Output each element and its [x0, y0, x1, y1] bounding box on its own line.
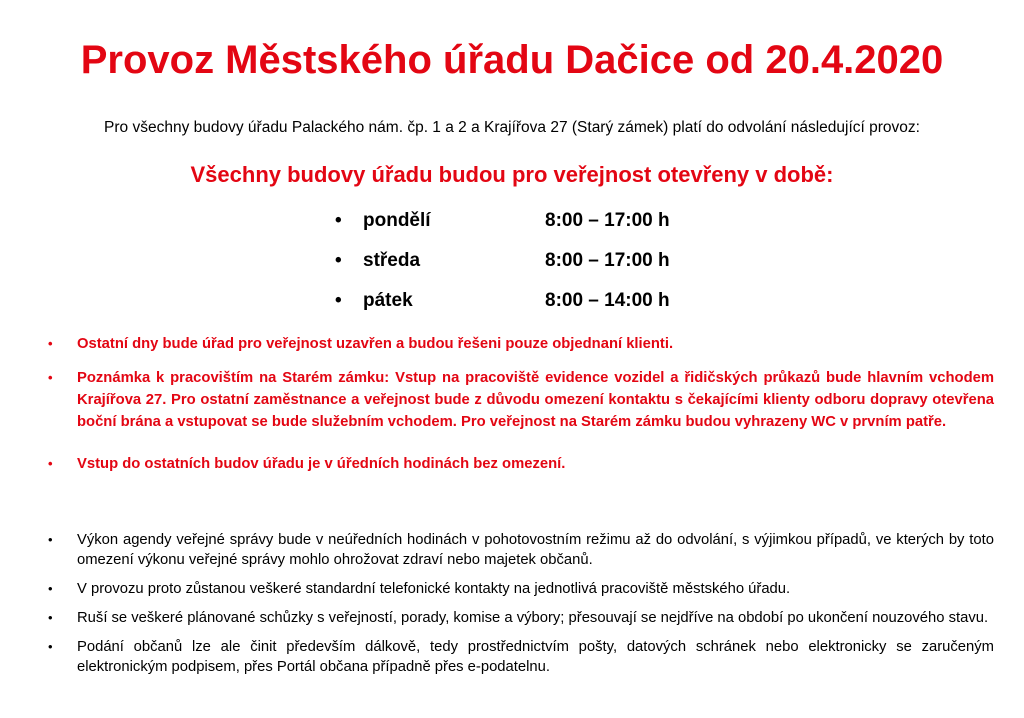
note-text: Ostatní dny bude úřad pro veřejnost uzavřen a budou řešeni pouze objednaní klienti. — [77, 336, 674, 352]
general-info-list — [46, 530, 994, 686]
info-item — [46, 608, 994, 628]
info-item — [46, 579, 994, 599]
bullet-icon: • — [48, 456, 53, 471]
bullet-icon: • — [48, 370, 53, 385]
info-text: Ruší se veškeré plánované schůzky s veřejností, porady, komise a výbory; přesouvají se nejdříve na období po ukončení nouzového stavu. — [77, 610, 989, 626]
page-title: Provoz Městského úřadu Dačice od 20.4.2020 — [80, 38, 944, 82]
note-item — [46, 333, 994, 355]
bullet-icon: • — [335, 250, 342, 271]
note-text: Vstup do ostatních budov úřadu je v úředních hodinách bez omezení. — [77, 456, 566, 472]
hours-day: pondělí — [363, 210, 431, 231]
hours-time: 8:00 – 14:00 h — [545, 290, 670, 311]
bullet-icon: • — [48, 532, 53, 547]
bullet-icon: • — [48, 336, 53, 351]
opening-hours-heading: Všechny budovy úřadu budou pro veřejnost otevřeny v době: — [190, 162, 834, 187]
note-text: Poznámka k pracovištím na Starém zámku: Vstup na pracoviště evidence vozidel a řidičských průkazů bude hlavním vchodem Krajířova 27. Pro ostatní zaměstnance a veřejnost bude z důvodu omezení kontaktu s čekajícími klienty odboru dopravy otevřena boční brána a vstupovat se bude služebním vchodem. Pro veřejnost na Starém zámku budou vyhrazeny WC v prvním patře. — [77, 370, 994, 430]
hours-day: pátek — [363, 290, 413, 311]
bullet-icon: • — [48, 610, 53, 625]
info-text: V provozu proto zůstanou veškeré standardní telefonické kontakty na jednotlivá pracoviště městského úřadu. — [77, 581, 791, 597]
note-item — [46, 367, 994, 433]
bullet-icon: • — [48, 639, 53, 654]
info-item — [46, 530, 994, 570]
info-text: Výkon agendy veřejné správy bude v neúředních hodinách v pohotovostním režimu až do odvolání, s výjimkou případů, ve kterých by toto omezení výkonu veřejné správy mohlo ohrožovat zdraví nebo majetek občanů. — [77, 532, 994, 568]
note-item — [46, 453, 994, 475]
hours-time: 8:00 – 17:00 h — [545, 250, 670, 271]
important-notes-list — [46, 333, 994, 475]
bullet-icon: • — [335, 290, 342, 311]
bullet-icon: • — [48, 581, 53, 596]
hours-day: středa — [363, 250, 421, 271]
info-text: Podání občanů lze ale činit především dálkově, tedy prostřednictvím pošty, datových schránek nebo elektronicky se zaručeným elektronickým podpisem, přes Portál občana případně přes e-podatelnu. — [77, 639, 994, 675]
info-item — [46, 637, 994, 677]
hours-time: 8:00 – 17:00 h — [545, 210, 670, 231]
bullet-icon: • — [335, 210, 342, 231]
intro-text: Pro všechny budovy úřadu Palackého nám. čp. 1 a 2 a Krajířova 27 (Starý zámek) platí do odvolání následující provoz: — [104, 119, 920, 136]
